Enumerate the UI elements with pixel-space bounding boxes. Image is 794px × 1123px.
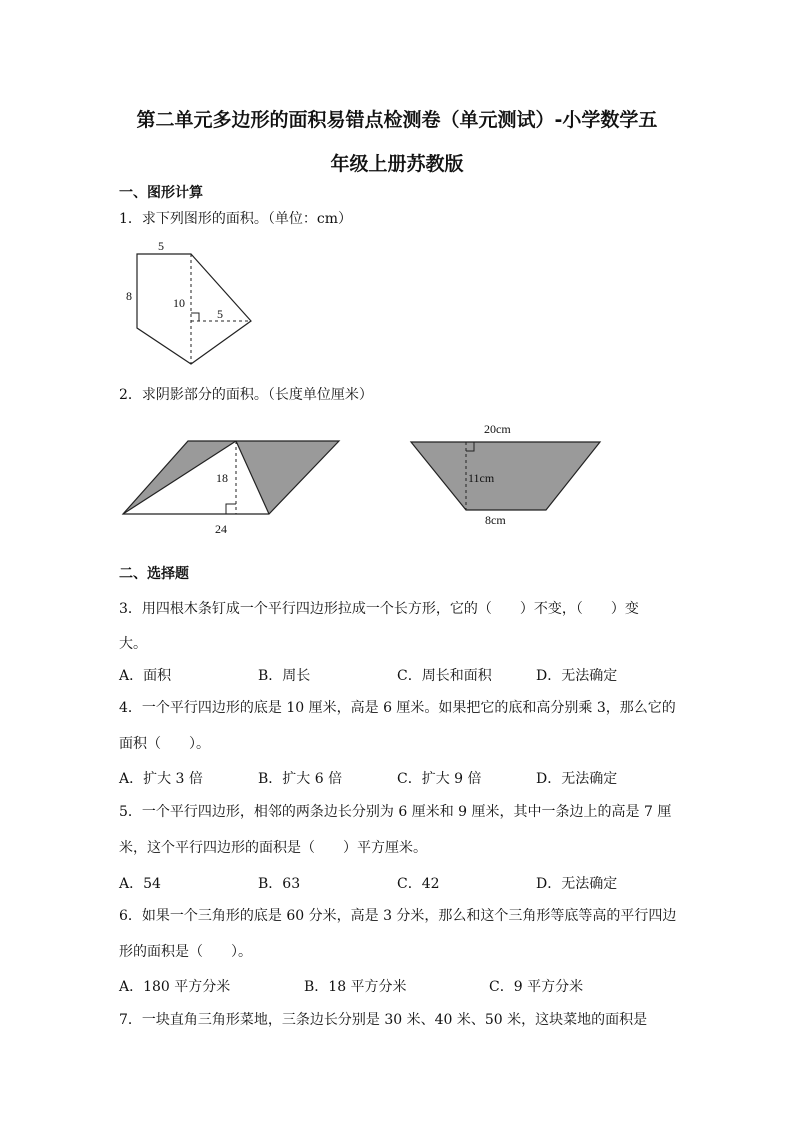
question-2-text: 2．求阴影部分的面积。（长度单位厘米）: [119, 387, 373, 403]
q3-option-d[interactable]: D．无法确定: [536, 668, 618, 684]
section-heading-figure-calc: 一、图形计算: [119, 185, 203, 201]
section-heading-multiple-choice: 二、选择题: [119, 566, 189, 582]
q6-option-a[interactable]: A．180 平方分米: [119, 979, 231, 995]
document-title-line1: 第二单元多边形的面积易错点检测卷（单元测试）-小学数学五: [136, 109, 658, 131]
q4-option-a[interactable]: A．扩大 3 倍: [119, 771, 203, 787]
question-6-line1: 6．如果一个三角形的底是 60 分米，高是 3 分米，那么和这个三角形等底等高的平行四边: [119, 908, 677, 924]
q2b-label-bottom: 8cm: [485, 513, 506, 527]
q5-option-b[interactable]: B．63: [258, 876, 301, 892]
question-1-text: 1．求下列图形的面积。（单位：cm）: [119, 211, 353, 227]
question-4-line1: 4．一个平行四边形的底是 10 厘米，高是 6 厘米。如果把它的底和高分别乘 3，那么它的: [119, 700, 676, 716]
q1-label-base: 5: [217, 307, 223, 321]
q2b-trapezoid: [411, 442, 600, 510]
q5-option-c[interactable]: C．42: [397, 876, 440, 892]
question-3-line1: 3．用四根木条钉成一个平行四边形拉成一个长方形，它的（ ）不变，（ ）变: [119, 601, 639, 617]
question-4-line2: 面积（ ）。: [119, 736, 210, 752]
document-title-line2: 年级上册苏教版: [330, 153, 464, 175]
q2b-label-top: 20cm: [484, 422, 511, 436]
question-6-line2: 形的面积是（ ）。: [119, 944, 252, 960]
question-5-line2: 米，这个平行四边形的面积是（ ）平方厘米。: [119, 840, 427, 856]
question-5-line1: 5．一个平行四边形，相邻的两条边长分别为 6 厘米和 9 厘米，其中一条边上的高是 7 厘: [119, 804, 672, 820]
question-3-line2: 大。: [119, 636, 147, 652]
q6-option-c[interactable]: C．9 平方分米: [489, 979, 584, 995]
q2a-label-height: 18: [216, 471, 228, 485]
q5-option-a[interactable]: A．54: [119, 876, 161, 892]
q1-label-top: 5: [158, 239, 164, 253]
q4-option-b[interactable]: B．扩大 6 倍: [258, 771, 343, 787]
q2b-label-height: 11cm: [468, 471, 495, 485]
q2a-label-base: 24: [215, 522, 227, 536]
q3-option-a[interactable]: A．面积: [119, 668, 172, 684]
q5-option-d[interactable]: D．无法确定: [536, 876, 618, 892]
q1-label-left: 8: [126, 289, 132, 303]
question-7-line1: 7．一块直角三角形菜地，三条边长分别是 30 米、40 米、50 米，这块菜地的面积是: [119, 1012, 648, 1028]
q3-option-b[interactable]: B．周长: [258, 668, 311, 684]
q6-option-b[interactable]: B．18 平方分米: [304, 979, 407, 995]
q4-option-d[interactable]: D．无法确定: [536, 771, 618, 787]
q1-label-height: 10: [173, 296, 185, 310]
q4-option-c[interactable]: C．扩大 9 倍: [397, 771, 482, 787]
q2-figure-b: [0, 0, 794, 560]
q3-option-c[interactable]: C．周长和面积: [397, 668, 492, 684]
